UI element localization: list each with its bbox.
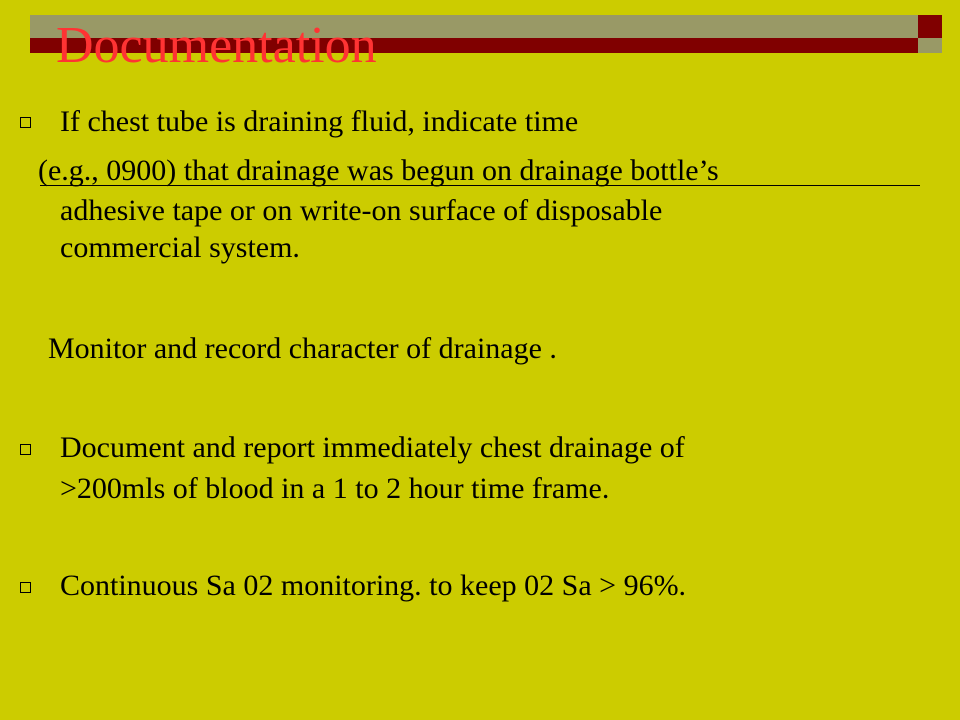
text-underline xyxy=(40,185,920,186)
bullet3-line1: Continuous Sa 02 monitoring. to keep 02 Sa > 96%. xyxy=(60,569,687,602)
bullet1-line1: If chest tube is draining fluid, indicate time xyxy=(60,105,579,138)
bullet2-line1: Document and report immediately chest drainage of xyxy=(60,431,685,464)
header-corner-olive xyxy=(918,38,942,53)
slide-title: Documentation xyxy=(56,17,377,74)
bullet1-line2: (e.g., 0900) that drainage was begun on drainage bottle’s xyxy=(38,154,719,187)
bullet-square-icon xyxy=(20,582,31,593)
bullet-square-icon xyxy=(20,117,31,128)
bullet1-line4: commercial system. xyxy=(60,231,300,264)
header-corner-red xyxy=(918,15,942,38)
monitor-text: Monitor and record character of drainage . xyxy=(48,332,557,365)
bullet1-line3: adhesive tape or on write-on surface of disposable xyxy=(60,194,663,227)
bullet-square-icon xyxy=(20,444,31,455)
bullet2-line2: >200mls of blood in a 1 to 2 hour time frame. xyxy=(60,472,610,505)
